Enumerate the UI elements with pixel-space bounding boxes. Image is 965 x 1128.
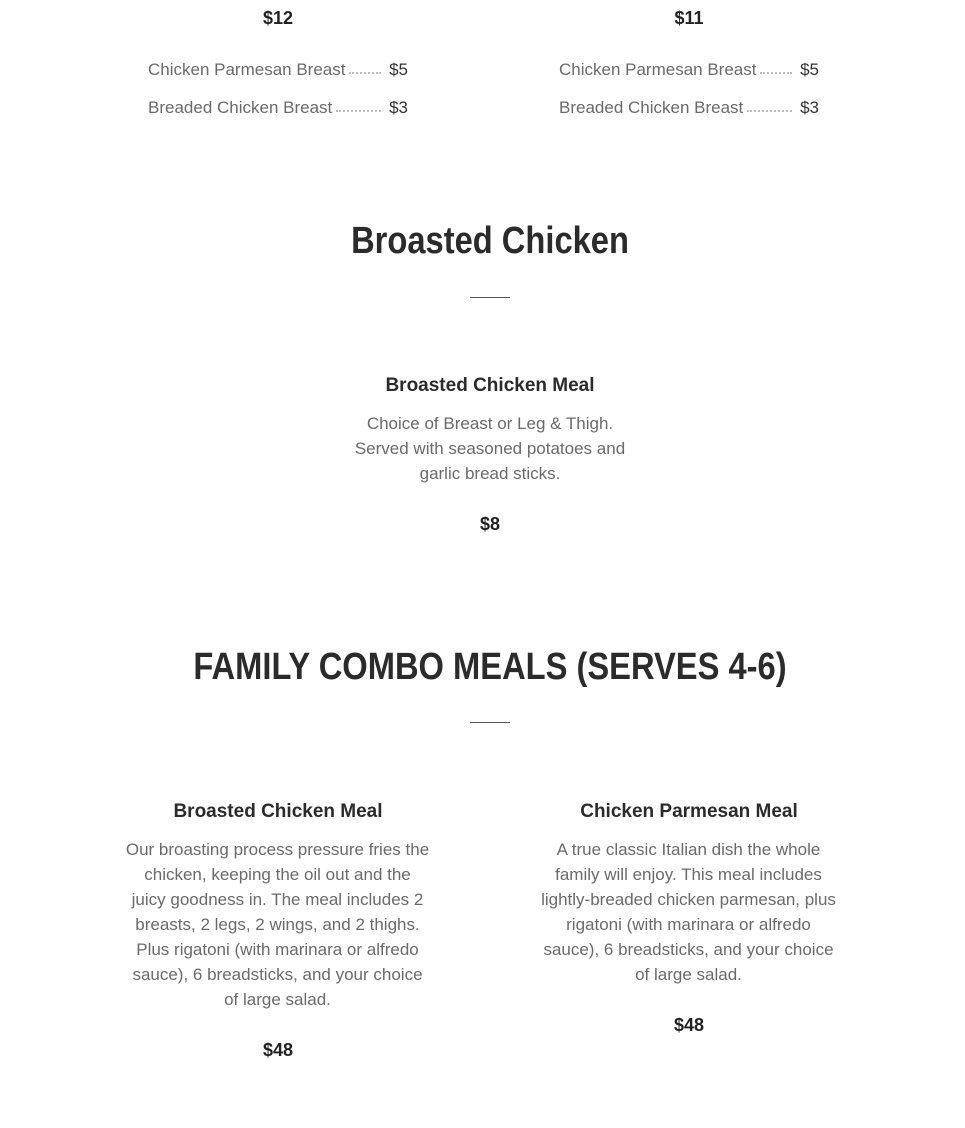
item-price: $12 bbox=[262, 8, 294, 28]
addon-name: Chicken Parmesan Breast bbox=[148, 60, 346, 79]
menu-item-price: $48 bbox=[673, 1015, 705, 1035]
section-title: FAMILY COMBO MEALS (SERVES 4-6) bbox=[193, 646, 787, 688]
addon-list bbox=[148, 42, 408, 118]
addon-row bbox=[148, 80, 408, 118]
addon-price: $3 bbox=[389, 98, 408, 117]
menu-item-description: Choice of Breast or Leg & Thigh. Served with seasoned potatoes and garlic bread sticks. bbox=[354, 414, 626, 483]
menu-item-description: Our broasting process pressure fries the chicken, keeping the oil out and the juicy goodness in. The meal includes 2 breasts, 2 legs, 2 wings, and 2 thighs. Plus rigatoni (with marinara or alfredo sauce), 6 breadsticks, and your choice of large salad. bbox=[125, 840, 430, 1009]
section-divider bbox=[470, 722, 510, 723]
leader-dots bbox=[336, 110, 381, 112]
addon-price: $5 bbox=[389, 60, 408, 79]
addon-name: Breaded Chicken Breast bbox=[559, 98, 744, 117]
menu-item-description: A true classic Italian dish the whole family will enjoy. This meal includes lightly-breaded chicken parmesan, plus rigatoni (with marinara or alfredo sauce), 6 breadsticks, and your choice of large salad. bbox=[541, 840, 836, 984]
menu-item-price: $48 bbox=[262, 1040, 294, 1060]
addon-row bbox=[148, 42, 408, 80]
addon-name: Chicken Parmesan Breast bbox=[559, 60, 757, 79]
addon-list bbox=[559, 42, 819, 118]
leader-dots bbox=[760, 72, 792, 74]
leader-dots bbox=[747, 110, 792, 112]
section-divider bbox=[470, 297, 510, 298]
menu-item-name: Broasted Chicken Meal bbox=[385, 375, 595, 396]
addon-row bbox=[559, 80, 819, 118]
menu-item-name: Broasted Chicken Meal bbox=[173, 801, 383, 822]
menu-item-price: $8 bbox=[479, 514, 501, 534]
addon-row bbox=[559, 42, 819, 80]
section-title: Broasted Chicken bbox=[351, 220, 629, 262]
leader-dots bbox=[349, 72, 381, 74]
menu-item-name: Chicken Parmesan Meal bbox=[580, 801, 798, 822]
addon-name: Breaded Chicken Breast bbox=[148, 98, 333, 117]
addon-price: $3 bbox=[800, 98, 819, 117]
addon-price: $5 bbox=[800, 60, 819, 79]
item-price: $11 bbox=[674, 8, 704, 28]
